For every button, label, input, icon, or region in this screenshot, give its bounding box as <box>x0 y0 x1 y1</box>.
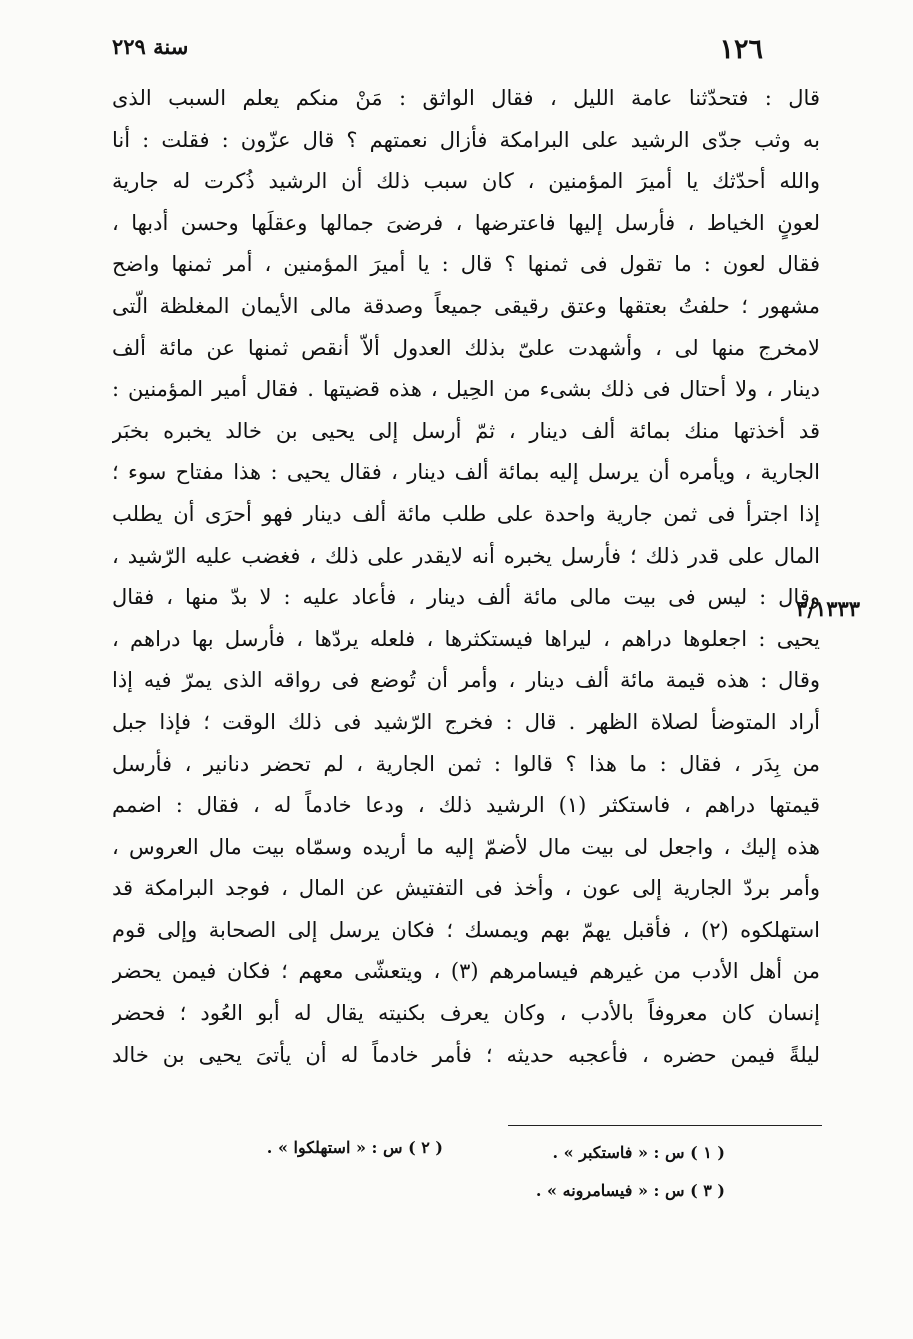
text-line: لعونٍ الخياط ، فأرسل إليها فاعترضها ، فرضىَ جمالها وعقلَها وحسن أدبها ، <box>112 210 820 235</box>
text-line: المال على قدر ذلك ؛ فأرسل يخبره أنه لايقدر على ذلك ، فغضب عليه الرّشيد ، <box>112 543 820 568</box>
text-line: قد أخذتها منك بمائة ألف دينار ، ثمّ أرسل إلى يحيى بن خالد يخبره بخبَر <box>112 418 820 443</box>
text-line: وقال : ليس فى بيت مالى مائة ألف دينار ، فأعاد عليه : لا بدّ منها ، فقال <box>112 585 820 610</box>
text-line: فقال لعون : ما تقول فى ثمنها ؟ قال : يا أميرَ المؤمنين ، أمر ثمنها واضح <box>112 252 820 277</box>
footnote-3: ( ٣ ) س : « فيسامرونه » . <box>535 1181 725 1200</box>
text-line: قيمتها دراهم ، فاستكثر (١) الرشيد ذلك ، ودعا خادماً له ، فقال : اضمم <box>112 793 820 818</box>
text-line: إنسان كان معروفاً بالأدب ، وكان يعرف بكنيته يقال له أبو العُود ؛ فحضر <box>112 1001 820 1026</box>
footnote-2: ( ٢ ) س : « استهلكوا » . <box>266 1138 443 1157</box>
page-number: ١٢٦ <box>719 34 763 65</box>
margin-reference: ٣/١٣٣٣ <box>796 596 861 621</box>
text-line: الجارية ، ويأمره أن يرسل إليه بمائة ألف دينار ، فقال يحيى : هذا مفتاح سوء ؛ <box>112 460 820 485</box>
text-line: أراد المتوضأ لصلاة الظهر . قال : فخرج الرّشيد فى ذلك الوقت ؛ فإذا جبل <box>112 709 820 734</box>
footnote-rule <box>508 1125 822 1126</box>
text-line: يحيى : اجعلوها دراهم ، ليراها فيستكثرها ، فلعله يردّها ، فأرسل بها دراهم ، <box>112 626 820 651</box>
text-line: إذا اجترأ فى ثمن جارية واحدة على طلب مائة ألف دينار فهو أحرَى أن يطلب <box>112 501 820 526</box>
text-line: مشهور ؛ حلفتُ بعتقها وعتق رقيقى جميعاً وصدقة مالى الأيمان المغلظة الّتى <box>112 293 820 318</box>
text-line: قال : فتحدّثنا عامة الليل ، فقال الواثق : مَنْ منكم يعلم السبب الذى <box>112 86 820 110</box>
text-line: هذه إليك ، واجعل لى بيت مال لأضمّ إليه ما أريده وسمّاه بيت مال العروس ، <box>112 834 820 859</box>
footnote-1: ( ١ ) س : « فاستكبر » . <box>552 1143 725 1162</box>
body-text <box>112 78 820 1076</box>
text-line: ليلةً فيمن حضره ، فأعجبه حديثه ؛ فأمر خادماً له أن يأتىَ يحيى بن خالد <box>112 1042 820 1067</box>
text-line: والله أحدّثك يا أميرَ المؤمنين ، كان سبب ذلك أن الرشيد ذُكرت له جارية <box>112 169 820 194</box>
text-line: وأمر بردّ الجارية إلى عون ، وأخذ فى التفتيش عن المال ، فوجد البرامكة قد <box>112 876 820 901</box>
text-line: استهلكوه (٢) ، فأقبل يهمّ بهم ويمسك ؛ فكان يرسل إلى الصحابة وإلى قوم <box>112 917 820 942</box>
text-line: لامخرج منها لى ، وأشهدت علىّ بذلك العدول ألاّ أنقص ثمنها عن مائة ألف <box>112 335 820 360</box>
text-line: من بِدَر ، فقال : ما هذا ؟ قالوا : ثمن الجارية ، لم تحضر دنانير ، فأرسل <box>112 751 820 776</box>
text-line: به وثب جدّى الرشيد على البرامكة فأزال نعمتهم ؟ قال عزّون : فقلت : أنا <box>112 127 820 152</box>
year-header: سنة ٢٢٩ <box>112 34 189 59</box>
text-line: وقال : هذه قيمة مائة ألف دينار ، وأمر أن تُوضع فى رواقه الذى يمرّ فيه إذا <box>112 668 820 693</box>
text-line: من أهل الأدب من غيرهم فيسامرهم (٣) ، ويتعشّى معهم ؛ فكان فيمن يحضر <box>112 959 820 984</box>
text-line: دينار ، ولا أحتال فى ذلك بشىء من الحِيل ، هذه قضيتها . فقال أمير المؤمنين : <box>112 377 820 402</box>
